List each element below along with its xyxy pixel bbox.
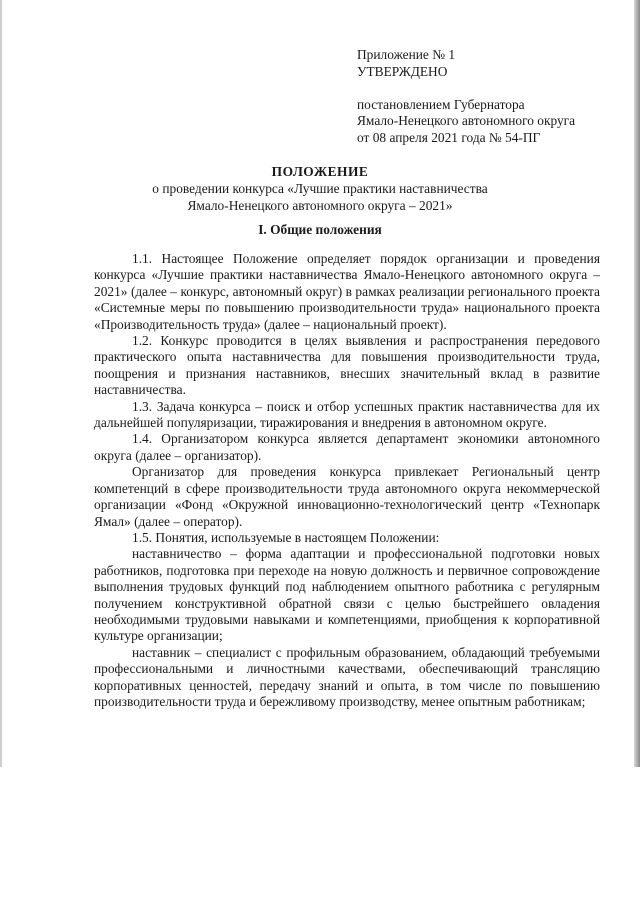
paragraph-1-2: 1.2. Конкурс проводится в целях выявления и распространения передового практического опыта наставничества для повышения производительности труда, поощрения и признания наставников, внесших значительный вклад в развитие наставничества. [94, 333, 600, 398]
scan-edge-right [634, 0, 640, 767]
paragraph-1-4: 1.4. Организатором конкурса является департамент экономики автономного округа (далее – организатор). [94, 431, 600, 463]
paragraph-1-5: 1.5. Понятия, используемые в настоящем Положении: [132, 529, 440, 545]
decree-line-3: от 08 апреля 2021 года № 54-ПГ [357, 130, 541, 146]
section-body [94, 251, 600, 710]
paragraph-1-1: 1.1. Настоящее Положение определяет порядок организации и проведения конкурса «Лучшие практики наставничества Ямало-Ненецкого автономного округа – 2021» (далее – конкурс, автономный округ) в рамках реализации регионального проекта «Системные меры по повышению производительности труда» национального проекта «Производительность труда» (далее – национальный проект). [94, 251, 600, 332]
decree-line-2: Ямало-Ненецкого автономного округа [357, 113, 576, 129]
approved-label: УТВЕРЖДЕНО [357, 63, 448, 79]
section-heading: I. Общие положения [258, 222, 382, 237]
decree-line-1: постановлением Губернатора [357, 96, 525, 112]
blank-area [0, 767, 640, 905]
document-subtitle-line-1: о проведении конкурса «Лучшие практики наставничества [152, 181, 488, 196]
scan-edge-left [0, 0, 2, 767]
definition-mentor: наставник – специалист с профильным образованием, обладающий требуемыми профессиональными и личностными качествами, обеспечивающий трансляцию корпоративных ценностей, передачу знаний и опыта, в том числе по повышению производительности труда и бережливому производству, менее опытным работникам; [94, 644, 600, 709]
paragraph-1-3: 1.3. Задача конкурса – поиск и отбор успешных практик наставничества для их дальнейшей популяризации, тиражирования и внедрения в автономном округе. [94, 398, 600, 431]
document-title [0, 163, 640, 214]
definition-mentoring: наставничество – форма адаптации и профессиональной подготовки новых работников, подготовка при переходе на новую должность и первичное сопровождение выполнения трудовых функций под наблюдением опытного работника с регулярным получением конструктивной обратной связи с целью быстрейшего овладения необходимыми трудовыми навыками и компетенциями, приобщения к корпоративной культуре организации; [94, 546, 600, 644]
approval-stamp-block [357, 47, 575, 147]
paragraph-operator: Организатор для проведения конкурса привлекает Региональный центр компетенций в сфере производительности труда автономного округа некоммерческой организации «Фонд «Окружной инновационно-технологический центр «Технопарк Ямал» (далее – оператор). [94, 464, 600, 529]
document-heading: ПОЛОЖЕНИЕ [271, 164, 369, 179]
appendix-label: Приложение № 1 [357, 47, 456, 62]
document-subtitle-line-2: Ямало-Ненецкого автономного округа – 2021» [187, 198, 453, 213]
